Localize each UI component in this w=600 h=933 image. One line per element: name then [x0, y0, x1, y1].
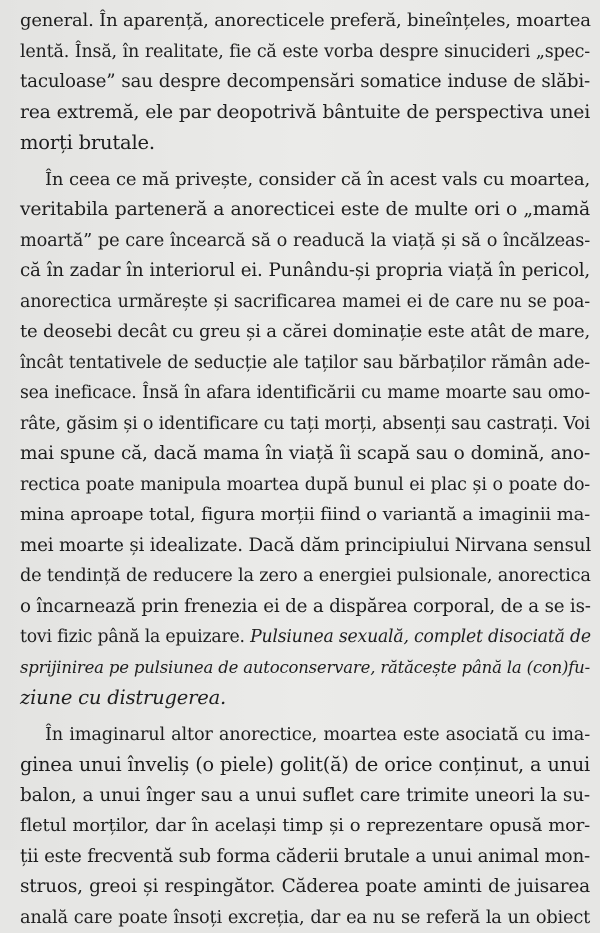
- text-line: moartă” pe care încearcă să o readucă la viață și să o încălzeas-: [20, 226, 590, 257]
- paragraph-3: [20, 720, 590, 933]
- text-line: că în zadar în interiorul ei. Punându-și propria viață în pericol,: [20, 256, 590, 287]
- text-line: morți brutale.: [20, 128, 590, 159]
- text-line-mixed: [20, 622, 590, 653]
- paragraph-1: [20, 6, 590, 159]
- text-line: rectica poate manipula moartea după bunul ei plac și o poate do-: [20, 470, 590, 501]
- text-line: sea ineficace. Însă în afara identificării cu mame moarte sau omo-: [20, 378, 590, 409]
- body-text: [20, 6, 590, 933]
- text-line: ții este frecventă sub forma căderii brutale a unui animal mon-: [20, 842, 590, 873]
- text-line: mina aproape total, figura morții fiind o variantă a imaginii ma-: [20, 500, 590, 531]
- text-line: lentă. Însă, în realitate, fie că este vorba despre sinucideri „spec-: [20, 37, 590, 68]
- text-line: taculoase” sau despre decompensări somatice induse de slăbi-: [20, 67, 590, 98]
- text-line: încât tentativele de seducție ale taților sau bărbaților rămân ade-: [20, 348, 590, 379]
- text-line-italic: ziune cu distrugerea.: [20, 683, 590, 714]
- text-line: mei moarte și idealizate. Dacă dăm principiului Nirvana sensul: [20, 531, 590, 562]
- roman-segment: tovi fizic până la epuizare.: [20, 627, 250, 647]
- italic-segment: Pulsiunea sexuală, complet disociată de: [250, 627, 591, 647]
- text-line: balon, a unui înger sau a unui suflet care trimite uneori la su-: [20, 781, 590, 812]
- text-line: fletul morților, dar în același timp și o reprezentare opusă mor-: [20, 811, 590, 842]
- text-line: rea extremă, ele par deopotrivă bântuite de perspectiva unei: [20, 98, 590, 129]
- text-line-italic: sprijinirea pe pulsiunea de autoconservare, rătăcește până la (con)fu-: [20, 653, 590, 684]
- text-line: mai spune că, dacă mama în viață îi scapă sau o domină, ano-: [20, 439, 590, 470]
- text-line: o încarnează prin frenezia ei de a dispărea corporal, de a se is-: [20, 592, 590, 623]
- text-line: anorectica urmărește și sacrificarea mamei ei de care nu se poa-: [20, 287, 590, 318]
- text-line: te deosebi decât cu greu și a cărei dominație este atât de mare,: [20, 317, 590, 348]
- text-line: ginea unui înveliș (o piele) golit(ă) de orice conținut, a unui: [20, 750, 590, 781]
- text-line: general. În aparență, anorecticele preferă, bineînțeles, moartea: [20, 6, 590, 37]
- text-line: veritabila parteneră a anorecticei este de multe ori o „mamă: [20, 195, 590, 226]
- text-line: În ceea ce mă privește, consider că în acest vals cu moartea,: [20, 165, 590, 196]
- text-line: anală care poate însoți excreția, dar ea nu se referă la un obiect: [20, 903, 590, 933]
- text-line: struos, greoi și respingător. Căderea poate aminti de juisarea: [20, 872, 590, 903]
- text-line: râte, găsim și o identificare cu tați morți, absenți sau castrați. Voi: [20, 409, 590, 440]
- text-line: În imaginarul altor anorectice, moartea este asociată cu ima-: [20, 720, 590, 751]
- text-line: de tendință de reducere la zero a energiei pulsionale, anorectica: [20, 561, 590, 592]
- paragraph-2: [20, 165, 590, 714]
